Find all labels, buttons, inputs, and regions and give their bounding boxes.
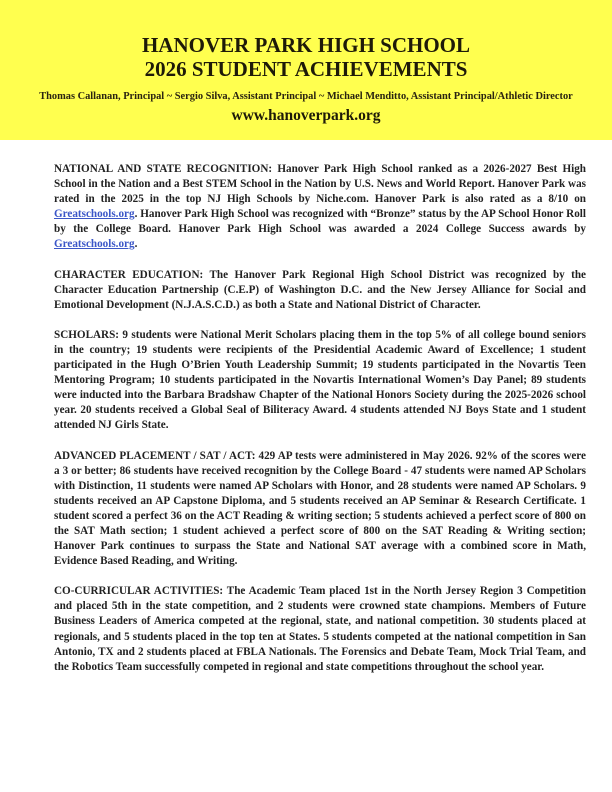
advanced-placement-paragraph: ADVANCED PLACEMENT / SAT / ACT: 429 AP tests were administered in May 2026. 92% of the scores were a 3 or better; 86 students have received recognition by the College Board - 47 students were named AP Scholars with Distinction, 11 students were named AP Scholars with Honor, and 28 students were named AP Scholars. 9 students received an AP Capstone Diploma, and 5 students received an AP Seminar & Research Certificate. 1 student scored a perfect 36 on the ACT Reading & writing section; 5 students achieved a perfect score of 800 on the SAT Math section; 1 student achieved a perfect score of 800 on the SAT Reading & Writing section; Hanover Park continues to surpass the State and National SAT average with a combined score in Math, Evidence Based Reading, and Writing.: [54, 449, 586, 568]
main-content: [54, 162, 586, 690]
staff-line: Thomas Callanan, Principal ~ Sergio Silva, Assistant Principal ~ Michael Menditto, Assistant Principal/Athletic Director: [39, 91, 573, 102]
character-education-paragraph: CHARACTER EDUCATION: The Hanover Park Regional High School District was recognized by the Character Education Partnership (C.E.P) of Washington D.C. and the New Jersey Alliance for Social and Emotional Development (N.J.A.S.C.D.) as both a State and National District of Character.: [54, 268, 586, 311]
recognition-text-3: .: [134, 238, 138, 251]
recognition-paragraph: [54, 162, 586, 253]
co-curricular-paragraph: CO-CURRICULAR ACTIVITIES: The Academic Team placed 1st in the North Jersey Region 3 Competition and placed 5th in the state competition, and 2 students were crowned state champions. Members of Future Business Leaders of America competed at the regional, state, and national competition. 30 students placed at regionals, and 5 students placed in the top ten at States. 5 students competed at the national competition in San Antonio, TX and 2 students placed at FBLA Nationals. The Forensics and Debate Team, Mock Trial Team, and the Robotics Team successfully competed in regional and state competitions throughout the school year.: [54, 585, 586, 673]
recognition-text-1: NATIONAL AND STATE RECOGNITION: Hanover Park High School ranked as a 2026-2027 Best High School in the Nation and a Best STEM School in the Nation by U.S. News and World Report. Hanover Park was rated in the 2025 in the top NJ High Schools by Niche.com. Hanover Park is also rated as a 8/10 on: [54, 163, 586, 206]
greatschools-link-2[interactable]: Greatschools.org: [54, 238, 135, 251]
scholars-paragraph: SCHOLARS: 9 students were National Merit Scholars placing them in the top 5% of all college bound seniors in the country; 19 students were recipients of the Presidential Academic Award of Excellence; 1 student participated in the Hugh O’Brien Youth Leadership Summit; 19 students participated in the Novartis Teen Mentoring Program; 10 students participated in the Novartis International Women’s Day Panel; 89 students were inducted into the Barbara Bradshaw Chapter of the National Honors Society during the 2025-2026 school year. 20 students received a Global Seal of Biliteracy Award. 4 students attended NJ Boys State and 1 student attended NJ Girls State.: [54, 328, 586, 432]
recognition-text-2: . Hanover Park High School was recognized with “Bronze” status by the AP School Honor Roll by the College Board. Hanover Park High School was awarded a 2024 College Success awards by: [54, 208, 586, 236]
greatschools-link-1[interactable]: Greatschools.org: [54, 208, 135, 221]
page-subtitle: 2026 STUDENT ACHIEVEMENTS: [144, 57, 468, 81]
school-name: HANOVER PARK HIGH SCHOOL: [141, 33, 471, 57]
website-url: www.hanoverpark.org: [231, 107, 381, 124]
header-banner: [0, 0, 612, 140]
